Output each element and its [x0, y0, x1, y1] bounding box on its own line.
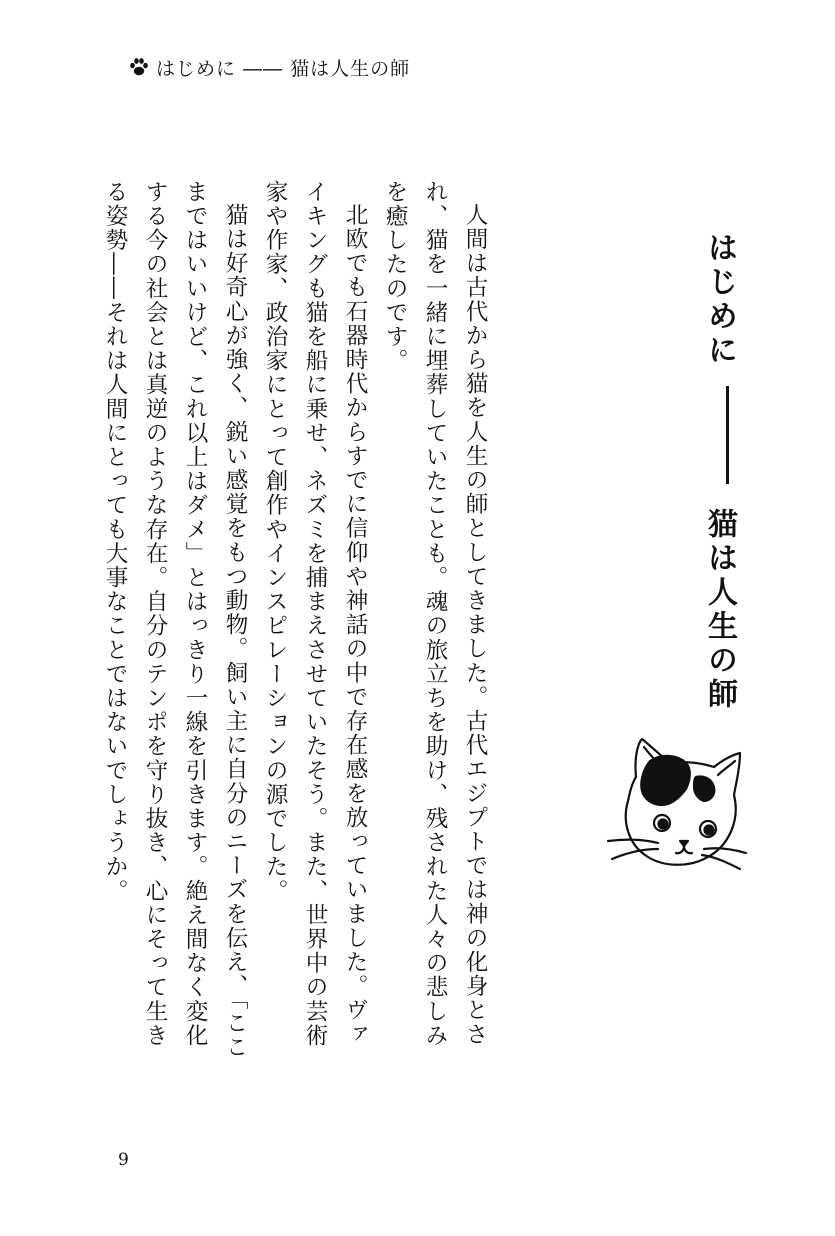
chapter-title	[699, 232, 739, 712]
paw-icon	[128, 56, 150, 78]
chapter-title-part1: はじめに	[702, 232, 737, 368]
running-head	[128, 52, 410, 82]
page-number: 9	[118, 1150, 129, 1170]
running-head-text: はじめに ―― 猫は人生の師	[156, 57, 411, 80]
body-text	[102, 180, 495, 1060]
paragraph: 猫は好奇心が強く、鋭い感覚をもつ動物。飼い主に自分のニーズを伝え、「ここまではいいけど、これ以上はダメ」とはっきり一線を引きます。絶え間なく変化する今の社会とは真逆のような存在。自分のテンポを守り抜き、心にそって生きる姿勢――それは人間にとっても大事なことではないでしょうか。	[102, 180, 248, 1059]
cat-illustration	[600, 735, 750, 879]
paragraph: 人間は古代から猫を人生の師としてきました。古代エジプトでは神の化身とされ、猫を一緒に埋葬していたことも。魂の旅立ちを助け、残された人々の悲しみを癒したのです。	[382, 180, 488, 1048]
title-dash	[726, 386, 729, 484]
chapter-title-part2: 猫は人生の師	[702, 508, 737, 712]
paragraph: 北欧でも石器時代からすでに信仰や神話の中で存在感を放っていました。ヴァイキングも猫を船に乗せ、ネズミを捕まえさせていたそう。また、世界中の芸術家や作家、政治家にとって創作やインスピレーションの源でした。	[262, 180, 368, 1048]
